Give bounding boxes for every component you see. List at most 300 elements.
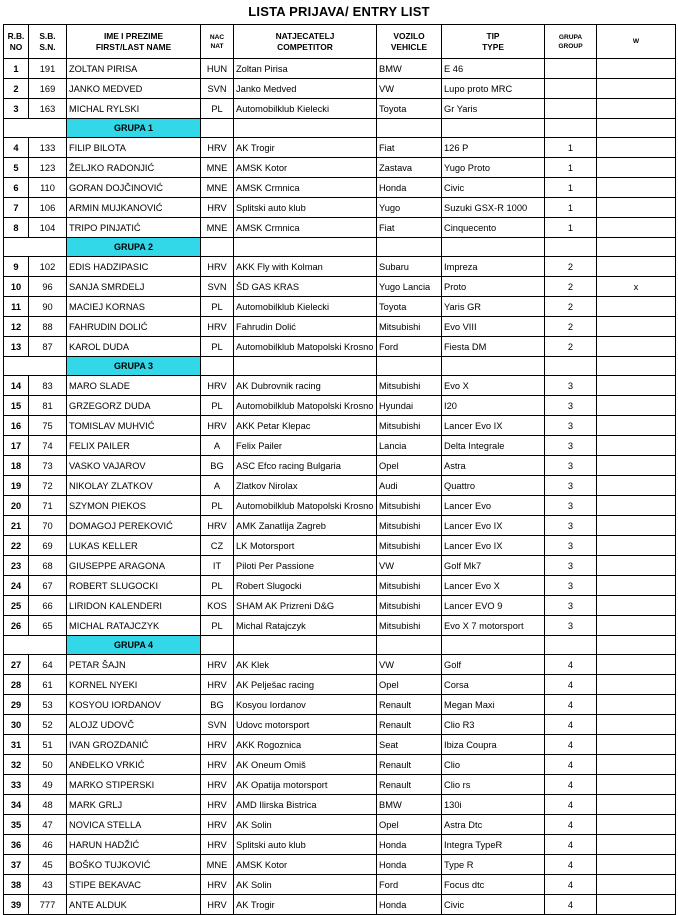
row-number: 11 <box>4 297 29 317</box>
nationality: BG <box>201 695 234 715</box>
page-title: LISTA PRIJAVA/ ENTRY LIST <box>248 4 430 19</box>
table-row <box>4 755 676 775</box>
group-empty-cell <box>597 119 676 138</box>
table-row <box>4 795 676 815</box>
driver-name: IVAN GROZDANIĆ <box>67 735 201 755</box>
group-number: 3 <box>545 416 597 436</box>
group-number: 4 <box>545 895 597 915</box>
start-number: 123 <box>29 158 67 178</box>
w-mark <box>597 675 676 695</box>
row-number: 26 <box>4 616 29 636</box>
group-empty-cell <box>442 119 545 138</box>
group-header-row <box>4 636 676 655</box>
vehicle: Renault <box>377 755 442 775</box>
row-number: 39 <box>4 895 29 915</box>
nationality: HRV <box>201 735 234 755</box>
driver-name: BOŠKO TUJKOVIĆ <box>67 855 201 875</box>
start-number: 96 <box>29 277 67 297</box>
table-row <box>4 476 676 496</box>
w-mark <box>597 456 676 476</box>
driver-name: STIPE BEKAVAC <box>67 875 201 895</box>
vehicle: VW <box>377 79 442 99</box>
group-number: 4 <box>545 675 597 695</box>
vehicle: Toyota <box>377 99 442 119</box>
vehicle: Ford <box>377 337 442 357</box>
row-number: 8 <box>4 218 29 238</box>
start-number: 88 <box>29 317 67 337</box>
start-number: 51 <box>29 735 67 755</box>
vehicle: Audi <box>377 476 442 496</box>
row-number: 4 <box>4 138 29 158</box>
w-mark <box>597 496 676 516</box>
group-empty-cell <box>597 636 676 655</box>
nationality: A <box>201 476 234 496</box>
row-number: 9 <box>4 257 29 277</box>
driver-name: ZOLTAN PIRISA <box>67 59 201 79</box>
group-empty-cell <box>201 636 234 655</box>
table-row <box>4 596 676 616</box>
w-mark <box>597 317 676 337</box>
driver-name: LUKAS KELLER <box>67 536 201 556</box>
vehicle: Honda <box>377 895 442 915</box>
competitor: AK Oneum Omiš <box>234 755 377 775</box>
w-mark <box>597 815 676 835</box>
row-number: 35 <box>4 815 29 835</box>
vehicle-type: Delta Integrale <box>442 436 545 456</box>
competitor: SHAM AK Prizreni D&G <box>234 596 377 616</box>
group-header-row <box>4 238 676 257</box>
competitor: Automobilklub Matopolski Krosno <box>234 337 377 357</box>
w-mark: x <box>597 277 676 297</box>
header-rb: R.B. NO <box>4 25 29 59</box>
header-nat: NAC NAT <box>201 25 234 59</box>
vehicle: Zastava <box>377 158 442 178</box>
group-label: GRUPA 2 <box>67 238 201 257</box>
group-empty-cell <box>442 238 545 257</box>
vehicle-type: Evo X 7 motorsport <box>442 616 545 636</box>
vehicle-type: Golf <box>442 655 545 675</box>
table-row <box>4 396 676 416</box>
group-number: 4 <box>545 875 597 895</box>
group-label: GRUPA 3 <box>67 357 201 376</box>
row-number: 14 <box>4 376 29 396</box>
nationality: HRV <box>201 815 234 835</box>
w-mark <box>597 99 676 119</box>
table-row <box>4 79 676 99</box>
vehicle: Yugo Lancia <box>377 277 442 297</box>
row-number: 30 <box>4 715 29 735</box>
group-empty-cell <box>442 357 545 376</box>
competitor: AMSK Crmnica <box>234 218 377 238</box>
competitor: AMSK Kotor <box>234 158 377 178</box>
vehicle: Renault <box>377 695 442 715</box>
vehicle: Mitsubishi <box>377 616 442 636</box>
vehicle: Subaru <box>377 257 442 277</box>
row-number: 10 <box>4 277 29 297</box>
w-mark <box>597 556 676 576</box>
vehicle-type: Evo X <box>442 376 545 396</box>
group-number: 4 <box>545 655 597 675</box>
competitor: AKK Fly with Kolman <box>234 257 377 277</box>
row-number: 18 <box>4 456 29 476</box>
vehicle: BMW <box>377 795 442 815</box>
competitor: Automobilklub Kielecki <box>234 297 377 317</box>
competitor: Janko Medved <box>234 79 377 99</box>
start-number: 67 <box>29 576 67 596</box>
group-empty-cell <box>597 357 676 376</box>
nationality: HRV <box>201 416 234 436</box>
start-number: 83 <box>29 376 67 396</box>
start-number: 81 <box>29 396 67 416</box>
competitor: AMSK Kotor <box>234 855 377 875</box>
header-competitor: NATJECATELJ COMPETITOR <box>234 25 377 59</box>
start-number: 191 <box>29 59 67 79</box>
group-empty-cell <box>234 119 377 138</box>
w-mark <box>597 59 676 79</box>
table-row <box>4 875 676 895</box>
row-number: 22 <box>4 536 29 556</box>
vehicle-type: Civic <box>442 178 545 198</box>
start-number: 66 <box>29 596 67 616</box>
driver-name: ANTE ALDUK <box>67 895 201 915</box>
table-row <box>4 695 676 715</box>
w-mark <box>597 616 676 636</box>
group-number: 3 <box>545 496 597 516</box>
nationality: PL <box>201 337 234 357</box>
w-mark <box>597 158 676 178</box>
nationality: HRV <box>201 655 234 675</box>
row-number: 15 <box>4 396 29 416</box>
w-mark <box>597 835 676 855</box>
group-label: GRUPA 1 <box>67 119 201 138</box>
nationality: KOS <box>201 596 234 616</box>
table-row <box>4 556 676 576</box>
competitor: AMSK Crmnica <box>234 178 377 198</box>
row-number: 6 <box>4 178 29 198</box>
nationality: HRV <box>201 138 234 158</box>
table-row <box>4 815 676 835</box>
group-number: 4 <box>545 815 597 835</box>
group-number: 2 <box>545 297 597 317</box>
group-empty-cell <box>201 357 234 376</box>
vehicle: BMW <box>377 59 442 79</box>
start-number: 133 <box>29 138 67 158</box>
vehicle: Fiat <box>377 218 442 238</box>
group-empty-cell <box>234 357 377 376</box>
competitor: AK Solin <box>234 815 377 835</box>
driver-name: FELIX PAILER <box>67 436 201 456</box>
table-row <box>4 158 676 178</box>
nationality: IT <box>201 556 234 576</box>
vehicle-type: Focus dtc <box>442 875 545 895</box>
start-number: 163 <box>29 99 67 119</box>
row-number: 32 <box>4 755 29 775</box>
start-number: 169 <box>29 79 67 99</box>
group-number: 3 <box>545 396 597 416</box>
nationality: HRV <box>201 755 234 775</box>
driver-name: ROBERT SLUGOCKI <box>67 576 201 596</box>
w-mark <box>597 376 676 396</box>
group-number: 1 <box>545 198 597 218</box>
table-row <box>4 218 676 238</box>
group-header-row <box>4 357 676 376</box>
driver-name: MARK GRLJ <box>67 795 201 815</box>
w-mark <box>597 198 676 218</box>
row-number: 19 <box>4 476 29 496</box>
nationality: HRV <box>201 516 234 536</box>
vehicle: Mitsubishi <box>377 416 442 436</box>
w-mark <box>597 715 676 735</box>
nationality: PL <box>201 297 234 317</box>
vehicle: Ford <box>377 875 442 895</box>
group-number: 1 <box>545 218 597 238</box>
group-empty-cell <box>545 357 597 376</box>
driver-name: MICHAL RATAJCZYK <box>67 616 201 636</box>
start-number: 43 <box>29 875 67 895</box>
group-spacer <box>4 636 67 655</box>
driver-name: JANKO MEDVED <box>67 79 201 99</box>
vehicle: Seat <box>377 735 442 755</box>
start-number: 53 <box>29 695 67 715</box>
table-row <box>4 99 676 119</box>
start-number: 47 <box>29 815 67 835</box>
vehicle: VW <box>377 655 442 675</box>
group-number: 3 <box>545 436 597 456</box>
group-number: 4 <box>545 695 597 715</box>
vehicle: Hyundai <box>377 396 442 416</box>
driver-name: VASKO VAJAROV <box>67 456 201 476</box>
header-vehicle: VOZILO VEHICLE <box>377 25 442 59</box>
start-number: 110 <box>29 178 67 198</box>
row-number: 25 <box>4 596 29 616</box>
competitor: Felix Pailer <box>234 436 377 456</box>
group-number: 3 <box>545 516 597 536</box>
start-number: 50 <box>29 755 67 775</box>
group-header-row <box>4 119 676 138</box>
start-number: 48 <box>29 795 67 815</box>
row-number: 12 <box>4 317 29 337</box>
w-mark <box>597 416 676 436</box>
vehicle-type: Lancer Evo IX <box>442 516 545 536</box>
table-row <box>4 297 676 317</box>
driver-name: ANĐELKO VRKIĆ <box>67 755 201 775</box>
table-row <box>4 496 676 516</box>
group-number: 2 <box>545 337 597 357</box>
w-mark <box>597 695 676 715</box>
group-empty-cell <box>377 357 442 376</box>
competitor: Robert Slugocki <box>234 576 377 596</box>
group-label: GRUPA 4 <box>67 636 201 655</box>
w-mark <box>597 655 676 675</box>
row-number: 13 <box>4 337 29 357</box>
competitor: Piloti Per Passione <box>234 556 377 576</box>
row-number: 23 <box>4 556 29 576</box>
group-number: 4 <box>545 715 597 735</box>
table-row <box>4 257 676 277</box>
row-number: 27 <box>4 655 29 675</box>
vehicle: Opel <box>377 815 442 835</box>
competitor: ASC Efco racing Bulgaria <box>234 456 377 476</box>
vehicle: Renault <box>377 715 442 735</box>
nationality: HRV <box>201 775 234 795</box>
group-number: 2 <box>545 257 597 277</box>
table-row <box>4 775 676 795</box>
vehicle-type: Quattro <box>442 476 545 496</box>
w-mark <box>597 895 676 915</box>
vehicle: Mitsubishi <box>377 596 442 616</box>
vehicle: Opel <box>377 456 442 476</box>
vehicle: Toyota <box>377 297 442 317</box>
competitor: AK Trogir <box>234 138 377 158</box>
driver-name: TOMISLAV MUHVIĆ <box>67 416 201 436</box>
table-row <box>4 59 676 79</box>
competitor: AK Dubrovnik racing <box>234 376 377 396</box>
start-number: 70 <box>29 516 67 536</box>
row-number: 20 <box>4 496 29 516</box>
header-row <box>4 25 676 59</box>
group-number: 1 <box>545 178 597 198</box>
row-number: 1 <box>4 59 29 79</box>
nationality: HRV <box>201 875 234 895</box>
competitor: AK Pelješac racing <box>234 675 377 695</box>
driver-name: GORAN DOJČINOVIĆ <box>67 178 201 198</box>
w-mark <box>597 297 676 317</box>
driver-name: MICHAL RYLSKI <box>67 99 201 119</box>
start-number: 52 <box>29 715 67 735</box>
group-number: 3 <box>545 616 597 636</box>
driver-name: ŽELJKO RADONJIĆ <box>67 158 201 178</box>
w-mark <box>597 476 676 496</box>
table-row <box>4 675 676 695</box>
table-row <box>4 855 676 875</box>
nationality: HRV <box>201 317 234 337</box>
vehicle-type: Clio <box>442 755 545 775</box>
driver-name: EDIS HADZIPASIC <box>67 257 201 277</box>
nationality: HRV <box>201 795 234 815</box>
table-row <box>4 138 676 158</box>
row-number: 28 <box>4 675 29 695</box>
driver-name: HARUN HADŽIĆ <box>67 835 201 855</box>
group-number: 4 <box>545 755 597 775</box>
driver-name: DOMAGOJ PEREKOVIĆ <box>67 516 201 536</box>
table-row <box>4 576 676 596</box>
start-number: 71 <box>29 496 67 516</box>
nationality: MNE <box>201 855 234 875</box>
w-mark <box>597 855 676 875</box>
table-row <box>4 436 676 456</box>
competitor: Automobilklub Matopolski Krosno <box>234 496 377 516</box>
start-number: 73 <box>29 456 67 476</box>
header-w: W <box>597 25 676 59</box>
w-mark <box>597 775 676 795</box>
group-number: 3 <box>545 556 597 576</box>
w-mark <box>597 795 676 815</box>
vehicle: VW <box>377 556 442 576</box>
group-empty-cell <box>377 119 442 138</box>
driver-name: SANJA SMRDELJ <box>67 277 201 297</box>
group-number: 3 <box>545 576 597 596</box>
competitor: ŠD GAS KRAS <box>234 277 377 297</box>
nationality: CZ <box>201 536 234 556</box>
table-row <box>4 536 676 556</box>
vehicle-type: Corsa <box>442 675 545 695</box>
driver-name: TRIPO PINJATIĆ <box>67 218 201 238</box>
driver-name: PETAR ŠAJN <box>67 655 201 675</box>
vehicle: Honda <box>377 178 442 198</box>
driver-name: NIKOLAY ZLATKOV <box>67 476 201 496</box>
table-row <box>4 416 676 436</box>
vehicle-type: Suzuki GSX-R 1000 <box>442 198 545 218</box>
start-number: 65 <box>29 616 67 636</box>
row-number: 17 <box>4 436 29 456</box>
vehicle: Mitsubishi <box>377 496 442 516</box>
nationality: HRV <box>201 895 234 915</box>
vehicle: Mitsubishi <box>377 376 442 396</box>
driver-name: NOVICA STELLA <box>67 815 201 835</box>
nationality: MNE <box>201 218 234 238</box>
entry-list-table <box>3 24 676 915</box>
row-number: 2 <box>4 79 29 99</box>
table-row <box>4 277 676 297</box>
vehicle-type: Lancer Evo X <box>442 576 545 596</box>
vehicle-type: I20 <box>442 396 545 416</box>
vehicle-type: Lancer EVO 9 <box>442 596 545 616</box>
group-number: 4 <box>545 795 597 815</box>
start-number: 74 <box>29 436 67 456</box>
table-row <box>4 456 676 476</box>
driver-name: GRZEGORZ DUDA <box>67 396 201 416</box>
row-number: 7 <box>4 198 29 218</box>
group-number: 4 <box>545 775 597 795</box>
driver-name: GIUSEPPE ARAGONA <box>67 556 201 576</box>
nationality: SVN <box>201 277 234 297</box>
nationality: PL <box>201 576 234 596</box>
w-mark <box>597 735 676 755</box>
competitor: Michal Ratajczyk <box>234 616 377 636</box>
nationality: MNE <box>201 178 234 198</box>
vehicle-type: Golf Mk7 <box>442 556 545 576</box>
nationality: MNE <box>201 158 234 178</box>
vehicle: Mitsubishi <box>377 317 442 337</box>
vehicle-type: Lancer Evo IX <box>442 416 545 436</box>
header-sb: S.B. S.N. <box>29 25 67 59</box>
vehicle-type: Lancer Evo <box>442 496 545 516</box>
row-number: 21 <box>4 516 29 536</box>
header-name: IME I PREZIME FIRST/LAST NAME <box>67 25 201 59</box>
nationality: PL <box>201 496 234 516</box>
group-number: 1 <box>545 158 597 178</box>
row-number: 29 <box>4 695 29 715</box>
group-empty-cell <box>545 636 597 655</box>
competitor: AK Trogir <box>234 895 377 915</box>
w-mark <box>597 875 676 895</box>
table-row <box>4 655 676 675</box>
start-number: 72 <box>29 476 67 496</box>
competitor: LK Motorsport <box>234 536 377 556</box>
driver-name: MACIEJ KORNAS <box>67 297 201 317</box>
table-row <box>4 735 676 755</box>
group-empty-cell <box>377 636 442 655</box>
group-empty-cell <box>201 238 234 257</box>
nationality: A <box>201 436 234 456</box>
table-row <box>4 895 676 915</box>
competitor: AK Opatija motorsport <box>234 775 377 795</box>
row-number: 34 <box>4 795 29 815</box>
driver-name: MARKO STIPERSKI <box>67 775 201 795</box>
w-mark <box>597 178 676 198</box>
vehicle-type: 126 P <box>442 138 545 158</box>
group-empty-cell <box>234 238 377 257</box>
